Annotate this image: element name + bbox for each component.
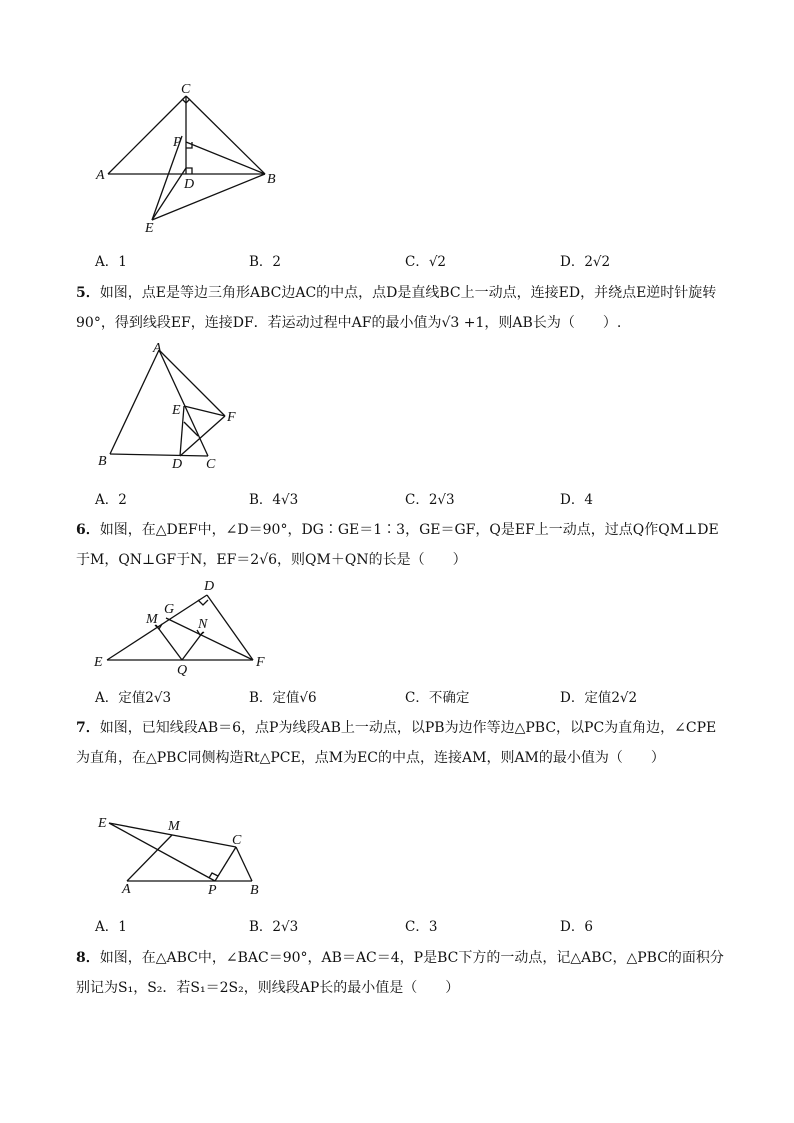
question-8 xyxy=(76,943,726,1003)
label-g: G xyxy=(164,602,175,617)
label-c: C xyxy=(181,82,191,97)
label-n: N xyxy=(198,617,208,632)
label-b: B xyxy=(250,883,259,898)
q6-options xyxy=(95,686,735,706)
question-text: 如图，已知线段AB＝6，点P为线段AB上一动点，以PB为边作等边△PBC，以PC为直角边，∠CPE为直角，在△PBC同侧构造Rt△PCE，点M为EC的中点，连接AM，则AM的最小值为（ ） xyxy=(76,720,717,766)
question-number: 5． xyxy=(76,285,100,301)
q4-option-b[interactable]: B．2 xyxy=(249,254,282,270)
label-d: D xyxy=(204,579,215,594)
label-c: C xyxy=(206,457,216,472)
label-d: D xyxy=(172,457,183,472)
q6-option-d[interactable]: D．定值2√2 xyxy=(560,690,638,706)
q5-option-b[interactable]: B．4√3 xyxy=(249,492,299,508)
q5-options xyxy=(95,488,735,508)
figure-q4 xyxy=(90,78,290,238)
label-p: P xyxy=(173,135,182,150)
q7-option-d[interactable]: D．6 xyxy=(560,919,593,935)
figure-q7 xyxy=(92,808,272,898)
q5-option-a[interactable]: A．2 xyxy=(95,492,127,508)
label-b: B xyxy=(98,454,107,469)
q4-option-c[interactable]: C．√2 xyxy=(405,254,447,270)
label-a: A xyxy=(122,882,131,897)
label-m: M xyxy=(146,612,158,627)
q7-option-a[interactable]: A．1 xyxy=(95,919,127,935)
question-5 xyxy=(76,278,726,338)
q5-option-c[interactable]: C．2√3 xyxy=(405,492,455,508)
label-q: Q xyxy=(177,663,188,676)
q6-option-a[interactable]: A．定值2√3 xyxy=(95,690,172,706)
question-6 xyxy=(76,515,726,575)
question-text: 如图，点E是等边三角形ABC边AC的中点，点D是直线BC上一动点，连接ED，并绕点E逆时针旋转90°，得到线段EF，连接DF．若运动过程中AF的最小值为√3 +1，则AB长为（ ）. xyxy=(76,285,717,331)
question-number: 8． xyxy=(76,950,100,966)
q7-option-c[interactable]: C．3 xyxy=(405,919,438,935)
label-e: E xyxy=(172,403,181,418)
label-a: A xyxy=(153,342,162,356)
label-p: P xyxy=(208,883,217,898)
label-d: D xyxy=(184,177,195,192)
label-a: A xyxy=(96,168,105,183)
figure-q6 xyxy=(90,576,275,676)
label-m: M xyxy=(168,819,180,834)
question-number: 6． xyxy=(76,522,100,538)
label-f: F xyxy=(256,655,265,670)
question-text: 如图，在△DEF中，∠D＝90°，DG∶GE＝1∶3，GE＝GF，Q是EF上一动点，过点Q作QM⊥DE于M，QN⊥GF于N，EF＝2√6，则QM＋QN的长是（ ） xyxy=(76,522,719,568)
label-e: E xyxy=(145,221,154,236)
q4-option-d[interactable]: D．2√2 xyxy=(560,254,611,270)
q7-options xyxy=(95,915,735,935)
q4-option-a[interactable]: A．1 xyxy=(95,254,127,270)
label-c: C xyxy=(232,833,242,848)
label-b: B xyxy=(267,172,276,187)
q6-option-c[interactable]: C．不确定 xyxy=(405,690,470,706)
q7-option-b[interactable]: B．2√3 xyxy=(249,919,299,935)
q4-options xyxy=(95,250,735,270)
question-7 xyxy=(76,713,726,773)
question-number: 7． xyxy=(76,720,100,736)
label-e: E xyxy=(94,655,103,670)
q6-option-b[interactable]: B．定值√6 xyxy=(249,690,317,706)
label-e: E xyxy=(98,816,107,831)
label-f: F xyxy=(227,410,236,425)
question-text: 如图，在△ABC中，∠BAC＝90°，AB＝AC＝4，P是BC下方的一动点，记△ABC，△PBC的面积分别记为S₁，S₂．若S₁＝2S₂，则线段AP长的最小值是（ ） xyxy=(76,950,724,996)
q5-option-d[interactable]: D．4 xyxy=(560,492,593,508)
figure-q5 xyxy=(92,342,252,474)
